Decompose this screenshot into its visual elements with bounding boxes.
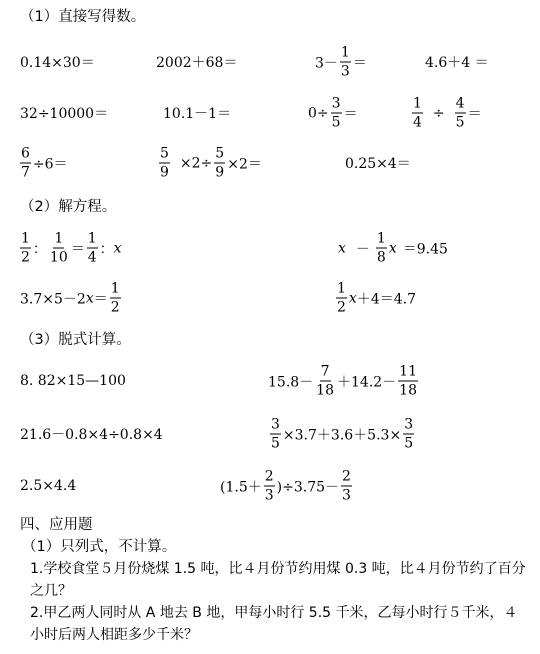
calc-item: 2.5×4.4 xyxy=(20,478,77,494)
fraction: $\frac{11}{18}$ xyxy=(399,363,417,399)
direct-row-b xyxy=(0,95,540,131)
subsection-heading-formula-only: （1）只列式，不计算。 xyxy=(22,539,177,555)
fraction: $\frac{1}{2}$ xyxy=(337,280,346,316)
fraction: $\frac{6}{7}$ xyxy=(21,145,30,181)
calc-item: (1.5＋ $\frac{2}{3}$ )÷3.75－ $\frac{2}{3}$ xyxy=(220,468,351,504)
fraction: $\frac{2}{3}$ xyxy=(342,468,351,504)
direct-item: $\frac{6}{7}$ ÷6＝ xyxy=(21,145,68,181)
direct-item: 2002＋68＝ xyxy=(156,55,238,71)
calc-item: $\frac{3}{5}$ ×3.7＋3.6＋5.3× $\frac{3}{5}$ xyxy=(271,416,414,452)
fraction: $\frac{1}{4}$ xyxy=(87,230,97,266)
section-heading-calc: （3）脱式计算。 xyxy=(20,332,131,348)
fraction: $\frac{1}{10}$ xyxy=(49,230,68,266)
calc-row-1 xyxy=(0,363,540,399)
word-problem-2: 2.甲乙两人同时从 A 地去 B 地，甲每小时行 5.5 千米，乙每小时行５千米，４小时后两人相距多少千米？ xyxy=(30,605,518,643)
fraction: $\frac{3}{5}$ xyxy=(271,416,280,452)
calc-item: 15.8－ $\frac{7}{18}$ ＋14.2－ $\frac{11}{18}$ xyxy=(268,363,417,399)
fraction: $\frac{3}{5}$ xyxy=(331,95,341,131)
fraction: $\frac{1}{3}$ xyxy=(340,44,350,80)
direct-item: $\frac{1}{4}$ ÷ $\frac{4}{5}$ ＝ xyxy=(413,95,482,131)
direct-item: 3－ $\frac{1}{3}$ ＝ xyxy=(315,44,367,80)
direct-row-c xyxy=(0,145,540,181)
direct-item: 0.14×30＝ xyxy=(20,55,95,71)
fraction: $\frac{1}{4}$ xyxy=(413,95,422,131)
equation-item: x － $\frac{1}{8}$ x ＝9.45 xyxy=(338,230,448,266)
calc-item: 21.6－0.8×4÷0.8×4 xyxy=(20,427,163,443)
calc-row-3 xyxy=(0,468,540,504)
equation-row-1 xyxy=(0,230,540,266)
direct-item: 4.6＋4 ＝ xyxy=(425,55,489,71)
fraction: $\frac{7}{18}$ xyxy=(316,363,334,399)
fraction: $\frac{2}{3}$ xyxy=(264,468,274,504)
equation-row-2 xyxy=(0,280,540,316)
direct-row-a xyxy=(0,44,540,80)
direct-item: 0.25×4＝ xyxy=(345,156,411,172)
section-heading-applications: 四、应用题 xyxy=(20,517,93,533)
direct-item: 10.1－1＝ xyxy=(163,106,232,122)
word-problem-1: 1.学校食堂５月份烧煤 1.5 吨，比４月份节约用煤 0.3 吨，比４月份节约了百分之几？ xyxy=(30,561,526,599)
calc-item: 8. 82×15—100 xyxy=(20,373,126,389)
fraction: $\frac{1}{8}$ xyxy=(376,230,386,266)
fraction: $\frac{4}{5}$ xyxy=(455,95,465,131)
section-heading-equations: （2）解方程。 xyxy=(20,199,117,215)
equation-item: 3.7×5－2 x ＝ $\frac{1}{2}$ xyxy=(20,280,120,316)
direct-item: 0÷ $\frac{3}{5}$ ＝ xyxy=(308,95,358,131)
fraction: $\frac{5}{9}$ xyxy=(215,145,225,181)
direct-item: 32÷10000＝ xyxy=(20,106,109,122)
fraction: $\frac{1}{2}$ xyxy=(21,230,30,266)
fraction: $\frac{3}{5}$ xyxy=(404,416,414,452)
fraction: $\frac{1}{2}$ xyxy=(110,280,120,316)
equation-item: $\frac{1}{2}$ x ＋4＝4.7 xyxy=(337,280,416,316)
fraction: $\frac{5}{9}$ xyxy=(160,145,169,181)
direct-item: $\frac{5}{9}$ ×2÷ $\frac{5}{9}$ ×2＝ xyxy=(160,145,262,181)
section-heading-direct: （1）直接写得数。 xyxy=(20,9,146,25)
calc-row-2 xyxy=(0,416,540,452)
equation-item: $\frac{1}{2}$ ： $\frac{1}{10}$ ＝ $\frac{1}{4}$ ： x xyxy=(21,230,122,266)
